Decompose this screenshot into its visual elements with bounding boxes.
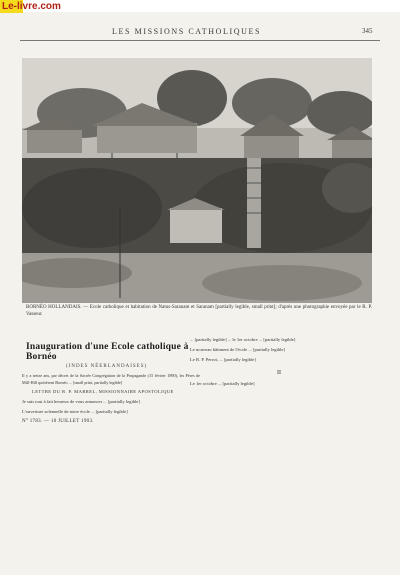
ribbon-text: Le-livre.com — [2, 1, 61, 12]
article-dateline: (INDES NÉERLANDAISES) — [66, 364, 148, 369]
letter-byline: LETTRE DU R. P. MARREL, MISSIONNAIRE APOSTOLIQUE — [32, 389, 174, 395]
mission-photograph — [22, 58, 372, 303]
page-number: 345 — [362, 27, 373, 35]
issue-footer: N° 1783. — 10 JUILLET 1903. — [22, 418, 94, 424]
article-title: Inauguration d'une Ecole catholique à Bornéo — [26, 342, 189, 362]
section-marker: II — [277, 369, 281, 376]
source-ribbon — [0, 0, 61, 13]
left-paragraph-2: Je suis tout à fait heureux de vous annoncer ... [partially legible] — [22, 399, 140, 405]
header-rule — [20, 40, 380, 41]
photo-illustration — [22, 58, 372, 303]
page-header — [0, 27, 400, 39]
right-paragraph-2: Le nouveau bâtiment de l'école ... [partially legible] — [190, 347, 285, 353]
right-paragraph-1: ... [partially legible] ... le 1er octobre ... [partially legible] — [190, 337, 296, 342]
intro-paragraph: Il y a treize ans, par décret de la Sacrée Congrégation de la Propagande (15 février 1890), les Pères de Mill-Hill quittèrent Bornéo ... [small print, partially legible] — [22, 373, 200, 385]
right-paragraph-3: Le R. P. Perrot, ... [partially legible] — [190, 357, 256, 363]
left-paragraph-3: L'ouverture solennelle de notre école ... [partially legible] — [22, 409, 128, 415]
running-title: LES MISSIONS CATHOLIQUES — [112, 27, 262, 36]
right-paragraph-4: Le 1er octobre ... [partially legible] — [190, 380, 255, 386]
figure-caption: BORNÉO HOLLANDAIS. — Ecole catholique et habitation de Natus-Saranam et Saranam [partially legible, small print]; d'après une photographie envoyée par le R. P. Vasseur. — [26, 305, 372, 317]
right-column — [190, 336, 368, 390]
left-column — [22, 336, 200, 424]
